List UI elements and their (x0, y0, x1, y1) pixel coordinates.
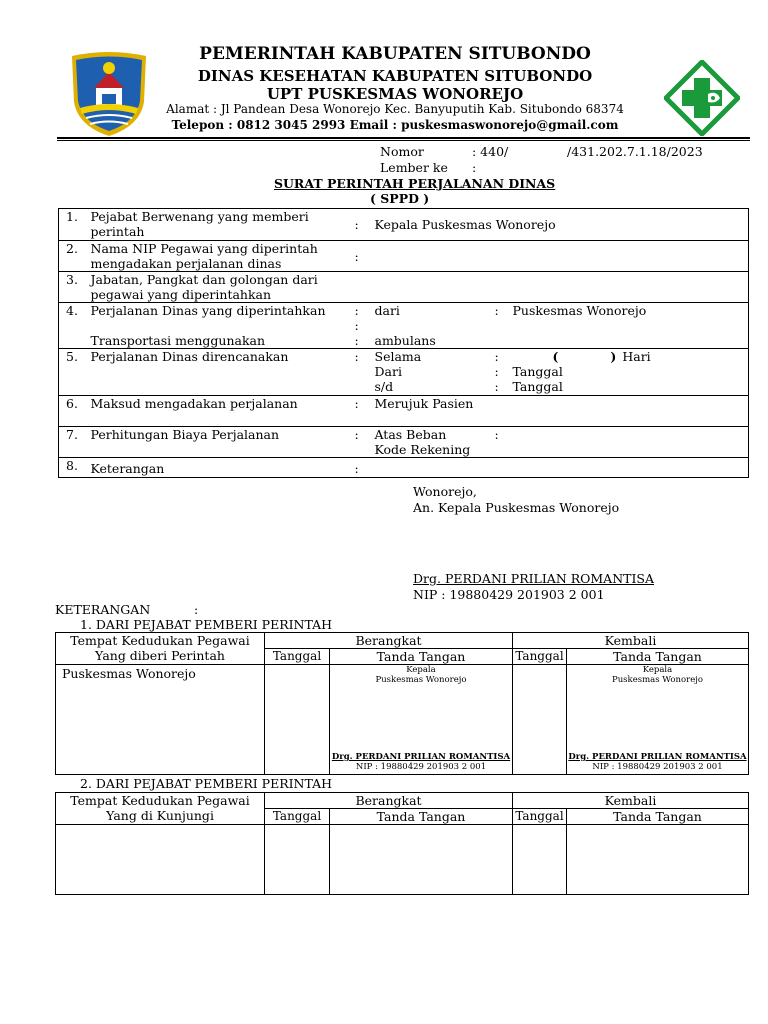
nomor-value: : 440/ (472, 144, 509, 159)
col-kembali-header: Kembali (513, 633, 749, 649)
table-row: 8. Keterangan : (59, 458, 749, 478)
nomor-label: Nomor (380, 144, 424, 159)
signature-cell-kembali: Kepala Puskesmas Wonorejo Drg. PERDANI PRILIAN ROMANTISA NIP : 19880429 201903 2 001 (567, 665, 749, 775)
document-subtitle: ( SPPD ) (370, 191, 430, 206)
keterangan-colon: : (194, 602, 199, 617)
header-rule-thick (57, 137, 750, 139)
signature-nip: NIP : 19880429 201903 2 001 (413, 587, 605, 602)
row-value: Kepala Puskesmas Wonorejo (375, 209, 749, 241)
col-tempat-header: Tempat Kedudukan Pegawai Yang diberi Perintah (56, 633, 265, 665)
header-contact: Telepon : 0812 3045 2993 Email : puskesmaswonorejo@gmail.com (171, 118, 619, 132)
signature-role: An. Kepala Puskesmas Wonorejo (413, 500, 620, 515)
signature-name: Drg. PERDANI PRILIAN ROMANTISA (413, 571, 655, 586)
section2-table: Tempat Kedudukan Pegawai Yang di Kunjungi Berangkat Kembali Tanggal Tanda Tangan Tanggal Tanda Tangan (55, 792, 749, 895)
section2-title: 2. DARI PEJABAT PEMBERI PERINTAH (80, 776, 333, 791)
keterangan-label: KETERANGAN (55, 602, 151, 617)
place-cell: Puskesmas Wonorejo (56, 665, 265, 775)
table-row: 3. Jabatan, Pangkat dan golongan dari pegawai yang diperintahkan (59, 272, 749, 303)
header-rule-thin (57, 140, 750, 141)
table-row: 7. Perhitungan Biaya Perjalanan : Atas Beban Kode Rekening : (59, 427, 749, 458)
kabupaten-situbondo-logo (66, 50, 152, 138)
lember-label: Lember ke (380, 160, 448, 175)
row-number: 1. (59, 209, 91, 241)
table-row (59, 209, 749, 241)
lember-value: : (472, 160, 477, 175)
section1-table: Tempat Kedudukan Pegawai Yang diberi Perintah Berangkat Kembali Tanggal Tanda Tangan Tanggal Tanda Tangan Puskesmas Wonorejo Kepala Puskesmas Wonorejo Drg. PERDANI PRILIAN ROMANTISA NIP : 19880429 201903 2 001 Kepala Puskesmas Wonorejo Drg. PERDANI PRILIAN ROMANTISA NIP : 19880429 201903 2 001 (55, 632, 749, 775)
signature-place: Wonorejo, (413, 484, 477, 499)
header-address: Alamat : Jl Pandean Desa Wonorejo Kec. Banyuputih Kab. Situbondo 68374 (166, 102, 624, 116)
table-row: 4. Perjalanan Dinas yang diperintahkan Transportasi menggunakan : : : dari ambulans : Puskesmas Wonorejo (59, 303, 749, 349)
row-colon: : (355, 209, 375, 241)
header-line3: UPT PUSKESMAS WONOREJO (266, 85, 524, 103)
header-line2: DINAS KESEHATAN KABUPATEN SITUBONDO (197, 67, 593, 85)
nomor-suffix: /431.202.7.1.18/2023 (567, 144, 703, 159)
section1-title: 1. DARI PEJABAT PEMBERI PERINTAH (80, 617, 333, 632)
puskesmas-logo (664, 60, 740, 136)
document-title: SURAT PERINTAH PERJALANAN DINAS (274, 176, 556, 191)
table-row: 5. Perjalanan Dinas direncanakan : Selama Dari s/d : : : ( ) Hari Tanggal Tanggal (59, 349, 749, 396)
table-row: 2. Nama NIP Pegawai yang diperintah mengadakan perjalanan dinas : (59, 241, 749, 272)
col-berangkat-header: Berangkat (265, 633, 513, 649)
table-row: 6. Maksud mengadakan perjalanan : Merujuk Pasien (59, 396, 749, 427)
row-label: Pejabat Berwenang yang memberi perintah (91, 209, 355, 241)
sppd-main-table (58, 208, 749, 478)
signature-cell-berangkat: Kepala Puskesmas Wonorejo Drg. PERDANI PRILIAN ROMANTISA NIP : 19880429 201903 2 001 (330, 665, 513, 775)
header-line1: PEMERINTAH KABUPATEN SITUBONDO (199, 44, 591, 64)
